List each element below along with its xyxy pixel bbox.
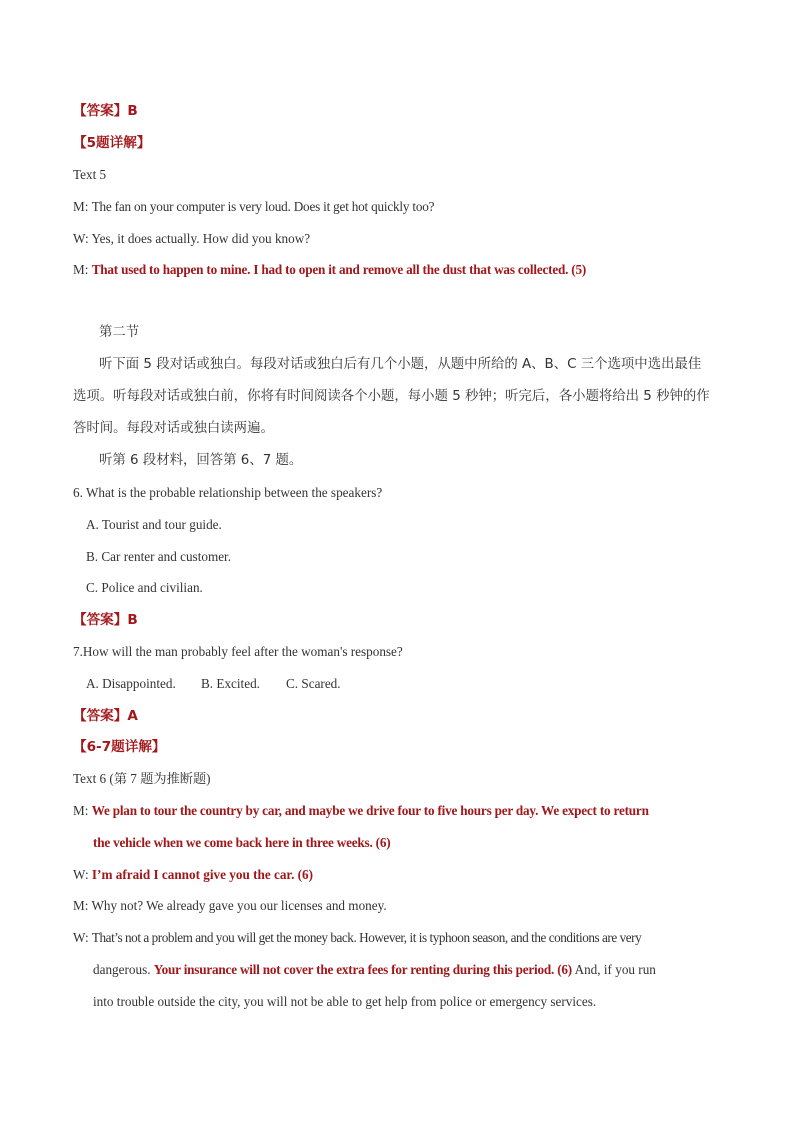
option-b: B. Excited. [201, 676, 260, 691]
dialogue-line [73, 803, 649, 819]
key-sentence-continued: the vehicle when we come back here in three weeks. (6) [93, 835, 391, 850]
option-c: C. Scared. [286, 676, 341, 691]
speaker-label: W: [73, 930, 89, 945]
option-b: B. Car renter and customer. [86, 549, 232, 564]
question-7: 7.How will the man probably feel after the woman's response? [73, 644, 403, 659]
speaker-label: M: [73, 898, 89, 913]
key-sentence: We plan to tour the country by car, and maybe we drive four to five hours per day. We expect to return [91, 803, 649, 818]
speaker-label: M: [73, 199, 89, 214]
section-title: 第二节 [99, 325, 140, 340]
listen-instruction: 听第 6 段材料，回答第 6、7 题。 [99, 453, 303, 468]
key-sentence: Your insurance will not cover the extra fees for renting during this period. (6) [153, 962, 572, 977]
detail-heading-5: 【5题详解】 [73, 135, 151, 151]
text-label-5: Text 5 [73, 167, 107, 182]
detail-heading-6-7: 【6-7题详解】 [73, 739, 166, 755]
answer-label-7: 【答案】A [73, 708, 138, 724]
option-a: A. Tourist and tour guide. [86, 517, 222, 532]
dialogue-line [73, 930, 641, 946]
speaker-label: W: [73, 231, 89, 246]
speaker-label: M: [73, 803, 89, 818]
dialogue-text: Why not? We already gave you our licenses and money. [91, 898, 387, 913]
dialogue-line [73, 199, 434, 215]
option-c: C. Police and civilian. [86, 580, 203, 595]
speaker-label: M: [73, 262, 89, 277]
dialogue-line-continued [93, 962, 656, 978]
dialogue-text: dangerous. [93, 962, 151, 977]
key-sentence: That used to happen to mine. I had to open it and remove all the dust that was collected. (5) [91, 262, 587, 277]
text-label-6: Text 6 (第 7 题为推断题) [73, 771, 211, 786]
dialogue-text: And, if you run [574, 962, 656, 977]
dialogue-text: The fan on your computer is very loud. Does it get hot quickly too? [91, 199, 435, 214]
instructions-line: 选项。听每段对话或独白前，你将有时间阅读各个小题，每小题 5 秒钟；听完后，各小题将给出 5 秒钟的作 [73, 389, 710, 404]
dialogue-text: That’s not a problem and you will get the money back. However, it is typhoon season, and the conditions are very [91, 930, 642, 945]
speaker-label: W: [73, 867, 89, 882]
instructions-line: 答时间。每段对话或独白读两遍。 [73, 421, 274, 436]
dialogue-line [73, 231, 310, 247]
dialogue-line [73, 262, 586, 278]
dialogue-line-continued: into trouble outside the city, you will not be able to get help from police or emergency services. [93, 994, 597, 1009]
instructions-line: 听下面 5 段对话或独白。每段对话或独白后有几个小题，从题中所给的 A、B、C 三个选项中选出最佳 [99, 357, 702, 372]
answer-label-6: 【答案】B [73, 612, 138, 628]
dialogue-line [73, 867, 313, 883]
dialogue-line [73, 898, 387, 914]
question-6: 6. What is the probable relationship between the speakers? [73, 485, 383, 500]
option-a: A. Disappointed. [86, 676, 176, 691]
dialogue-text: Yes, it does actually. How did you know? [91, 231, 311, 246]
answer-label-5: 【答案】B [73, 103, 138, 119]
key-sentence: I’m afraid I cannot give you the car. (6) [91, 867, 314, 882]
